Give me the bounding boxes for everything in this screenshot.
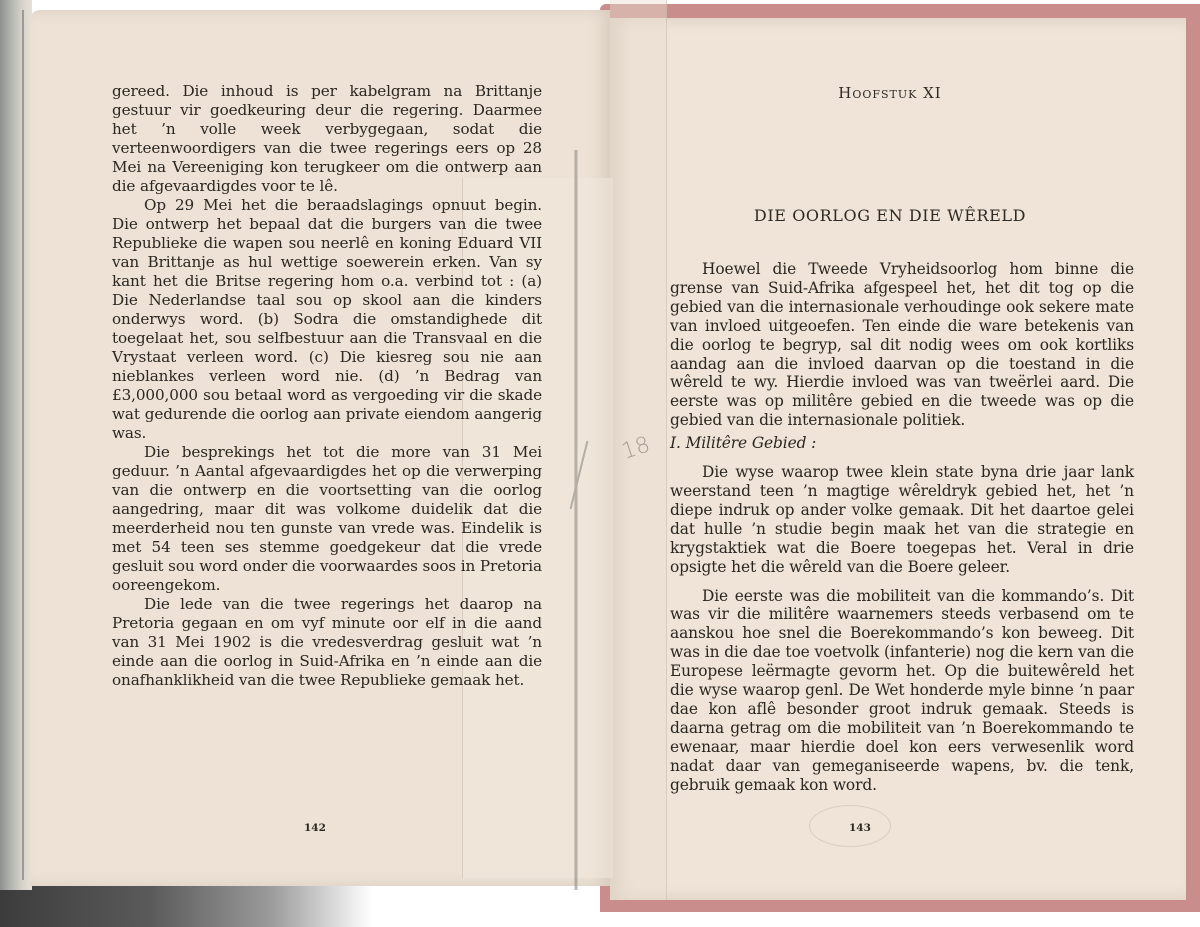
spine-crease	[574, 150, 578, 890]
page-number-left: 142	[304, 822, 326, 834]
pencil-margin-note: 18	[618, 432, 654, 465]
paragraph-gap	[670, 577, 1134, 587]
chapter-label: Hoofstuk XI	[838, 84, 942, 102]
paragraph: Die eerste was die mobiliteit van die kommando’s. Dit was vir die militêre waarnemers steeds verbasend om te aanskou hoe snel die Boerekommando’s kon beweeg. Dit was in die dae toe voetvolk (infanterie) nog die kern van die Europese leërmagte gevorm het. Op die buitewêreld het die wyse waarop genl. De Wet honderde myle binne ’n paar dae kon aflê besonder groot indruk gemaak. Steeds is daarna getrag om die mobiliteit van ’n Boerekommando te ewenaar, maar hierdie doel kon eers verwesenlik word nadat daar van gemeganiseerde wapens, bv. die tenk, gebruik gemaak kon word.	[670, 586, 1134, 794]
right-page-body	[670, 260, 1134, 794]
intro-paragraph: Hoewel die Tweede Vryheidsoorlog hom binne die grense van Suid-Afrika afgespeel het, het dit tog op die gebied van die internasionale verhoudinge ook sekere mate van invloed uitgeoefen. Ten einde die ware betekenis van die oorlog te begryp, sal dit nodig wees om ook kortliks aandag aan die invloed daarvan op die toestand in die wêreld te wy. Hierdie invloed was van tweërlei aard. Die eerste was op militêre gebied en die tweede was op die gebied van die internasionale politiek.	[670, 260, 1134, 430]
paragraph: Die lede van die twee regerings het daarop na Pretoria gegaan en om vyf minute oor elf in die aand van 31 Mei 1902 is die vredesverdrag gesluit wat ’n einde aan die oorlog in Suid-Afrika en ’n einde aan die onafhanklikheid van die twee Republieke gemaak het.	[112, 595, 542, 689]
section-heading: I. Militêre Gebied :	[670, 434, 817, 453]
book-page-edges	[0, 0, 32, 890]
chapter-title: DIE OORLOG EN DIE WÊRELD	[753, 206, 1027, 225]
left-page-body	[112, 82, 542, 690]
scan-shadow	[0, 880, 600, 927]
paragraph: Die wyse waarop twee klein state byna drie jaar lank weerstand teen ’n magtige wêreldryk gebied het, het ’n diepe indruk op ander volke gemaak. Dit het daartoe gelei dat hulle ’n studie begin maak het van die strategie en krygstaktiek wat die Boere toegepas het. Veral in drie opsigte het die wêreld van die Boere geleer.	[670, 463, 1134, 576]
page-number-right: 143	[849, 822, 871, 834]
paragraph: Op 29 Mei het die beraadslagings opnuut begin. Die ontwerp het bepaal dat die burgers van die twee Republieke die wapen sou neerlê en koning Eduard VII van Brittanje as hul wettige soewerein erken. Van sy kant het die Britse regering hom o.a. verbind tot : (a) Die Nederlandse taal sou op skool aan die kinders onderwys word. (b) Sodra die omstandighede dit toegelaat het, sou selfbestuur aan die Transvaal en die Vrystaat verleen word. (c) Die kiesreg sou nie aan nieblankes verleen word nie. (d) ’n Bedrag van £3,000,000 sou betaal word as vergoeding vir die skade wat gedurende die oorlog aan private eiendom aangerig was.	[112, 196, 542, 442]
paragraph: gereed. Die inhoud is per kabelgram na Brittanje gestuur vir goedkeuring deur die regering. Daarmee het ’n volle week verbygegaan, sodat die verteenwoordigers van die twee regerings eers op 28 Mei na Vereeniging kon terugkeer om die ontwerp aan die afgevaardigdes voor te lê.	[112, 82, 542, 195]
paragraph: Die besprekings het tot die more van 31 Mei geduur. ’n Aantal afgevaardigdes het op die verwerping van die ontwerp en die voortsetting van die oorlog aangedring, maar dit was volkome duidelik dat die meerderheid nou ten gunste van vrede was. Eindelik is met 54 teen ses stemme goedgekeur dat die vrede gesluit sou word onder die voorwaardes soos in Pretoria ooreengekom.	[112, 443, 542, 594]
